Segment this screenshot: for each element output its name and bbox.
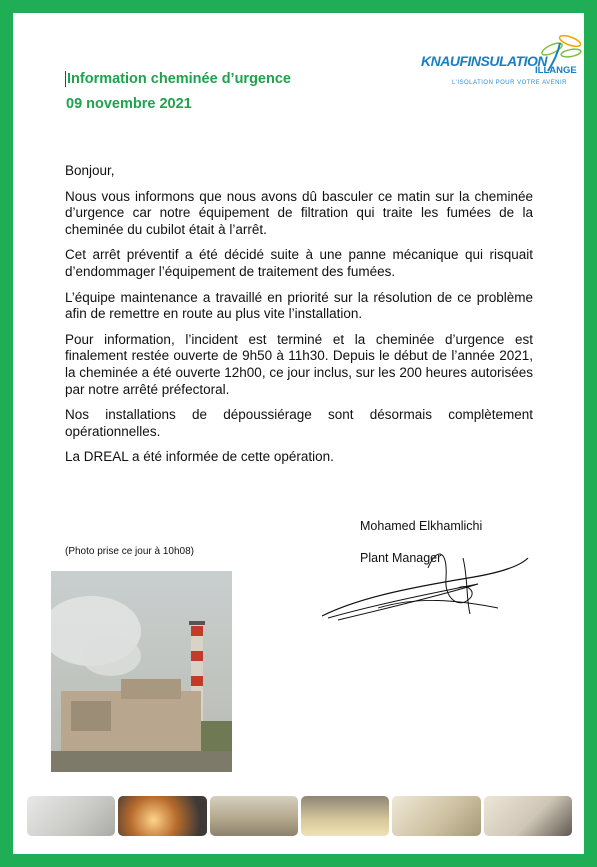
logo-site: ILLANGE bbox=[535, 65, 577, 76]
photo-strip bbox=[27, 796, 572, 836]
paragraph: Cet arrêt préventif a été décidé suite à une panne mécanique qui risquait d’endommager l’équipement de traitement des fumées. bbox=[65, 247, 533, 279]
photo-caption: (Photo prise ce jour à 10h08) bbox=[65, 546, 194, 557]
strip-photo bbox=[27, 796, 115, 836]
strip-photo bbox=[392, 796, 480, 836]
letter-date: 09 novembre 2021 bbox=[66, 96, 192, 112]
paragraph: La DREAL a été informée de cette opération. bbox=[65, 449, 334, 465]
letter-body bbox=[65, 163, 533, 475]
letter-title: Information cheminée d’urgence bbox=[67, 71, 291, 87]
logo-tagline: L’ISOLATION POUR VOTRE AVENIR bbox=[452, 80, 567, 86]
greeting: Bonjour, bbox=[65, 163, 115, 178]
strip-photo bbox=[118, 796, 206, 836]
handwritten-signature bbox=[318, 538, 533, 623]
paragraph: Nos installations de dépoussiérage sont désormais complètement opérationnelles. bbox=[65, 407, 533, 439]
signatory-name: Mohamed Elkhamlichi bbox=[360, 519, 483, 533]
logo-brand: KNAUFINSULATION bbox=[421, 53, 548, 69]
paragraph: Pour information, l’incident est terminé et la cheminée d’urgence est finalement restée ouverte de 9h50 à 11h30. Depuis le début de l’année 2021, la cheminée a été ouverte 12h00, ce jour inclus, sur les 200 heures autorisées par notre arrêté préfectoral. bbox=[65, 331, 533, 397]
strip-photo bbox=[210, 796, 298, 836]
strip-photo bbox=[484, 796, 572, 836]
paragraph: L’équipe maintenance a travaillé en priorité sur la résolution de ce problème afin de remettre en route au plus vite l’installation. bbox=[65, 289, 533, 322]
strip-photo bbox=[301, 796, 389, 836]
signatory-role: Plant Manager bbox=[360, 551, 442, 565]
company-logo bbox=[418, 29, 588, 93]
factory-photo bbox=[51, 571, 232, 772]
paragraph: Nous vous informons que nous avons dû basculer ce matin sur la cheminée d’urgence car notre équipement de filtration qui traite les fumées de la cheminée du cubilot était à l’arrêt. bbox=[65, 188, 533, 237]
